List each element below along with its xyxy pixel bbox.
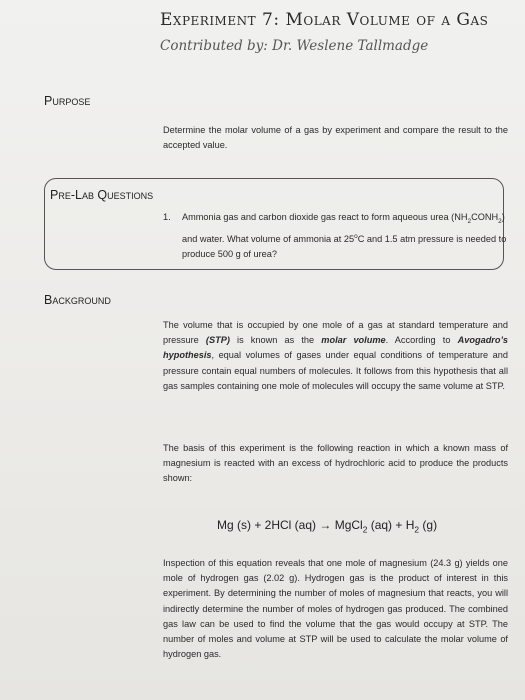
background-paragraph-3: Inspection of this equation reveals that one mole of magnesium (24.3 g) yields one mole of hydrogen gas (2.02 g). Hydrogen gas is the product of interest in this experiment. By determining the number of moles of magnesium that reacts, you will indirectly determine the number of moles of hydrogen gas produced. The combined gas law can be used to find the volume that the gas would occupy at STP. The number of moles and volume at STP will be used to calculate the molar volume of hydrogen gas. — [163, 558, 508, 660]
page-title: Experiment 7: Molar Volume of a Gas — [160, 10, 489, 30]
prelab-question-1 — [163, 210, 508, 263]
question-number: 1. — [163, 212, 171, 222]
background-heading: Background — [44, 293, 111, 307]
prelab-heading: Pre-Lab Questions — [50, 188, 154, 202]
background-paragraph-1: The volume that is occupied by one mole of a gas at standard temperature and pressure (STP) is known as the molar volume. According to Avogadro’s hypothesis, equal volumes of gases under equal conditions of temperature and pressure contain equal numbers of molecules. It follows from this hypothesis that all gas samples containing one mole of molecules will occupy the same volume at STP. — [163, 320, 508, 391]
purpose-text: Determine the molar volume of a gas by experiment and compare the result to the accepted value. — [163, 125, 508, 151]
contributor-line: Contributed by: Dr. Weslene Tallmadge — [160, 38, 429, 54]
purpose-heading: Purpose — [44, 94, 91, 108]
arrow-icon: → — [319, 518, 332, 532]
reaction-equation: Mg (s) + 2HCl (aq) → MgCl$_2$ $(aq) + H_2$ (g) — [217, 518, 438, 535]
background-paragraph-2: The basis of this experiment is the following reaction in which a known mass of magnesium is reacted with an excess of hydrochloric acid to produce the products shown: — [163, 443, 508, 484]
question-text: Ammonia gas and carbon dioxide gas react to form aqueous urea $(NH_2CONH_2)$ and water. What volume of ammonia at 25$^o$C and 1.5 atm pressure is needed to produce 500 g of urea? — [182, 212, 507, 260]
